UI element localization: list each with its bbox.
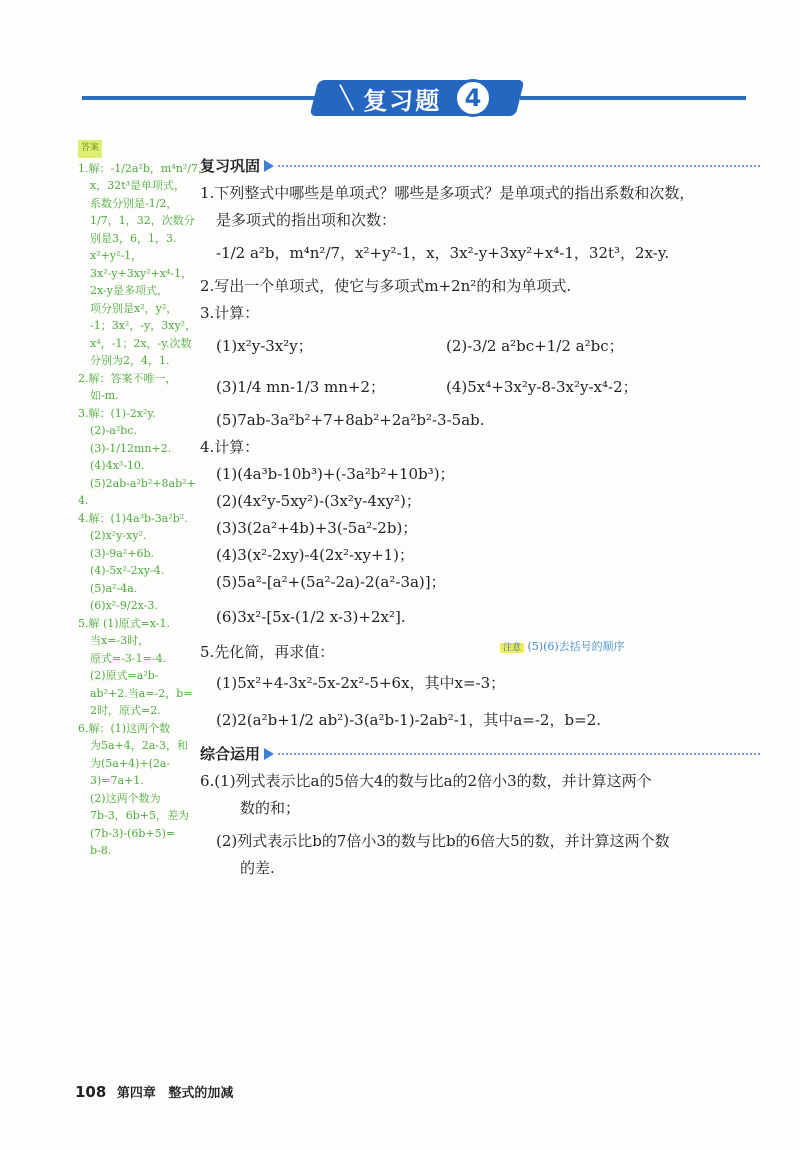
- answer-line: 5.解 (1)原式=x-1.: [78, 616, 171, 630]
- answer-line: (2)这两个数为: [90, 791, 161, 805]
- answer-line: 系数分别是-1/2，: [90, 196, 178, 210]
- sub-question: (6)3x²-[5x-(1/2 x-3)+2x²].: [216, 608, 406, 626]
- sub-question: (1)(4a³b-10b³)+(-3a²b²+10b³)；: [216, 465, 455, 483]
- note-text: (5)(6)去括号的顺序: [527, 640, 625, 653]
- page-title: 复习题: [363, 86, 442, 115]
- answer-line: (4)-5x²-2xy-4.: [90, 564, 165, 577]
- margin-note: [500, 638, 625, 654]
- question-text: 的差.: [240, 859, 275, 877]
- section-title: 复习巩固: [200, 156, 261, 175]
- answer-line: (5)a²-4a.: [90, 581, 138, 595]
- answer-lines: [78, 160, 209, 860]
- answer-line: x⁴，-1；2x，-y.次数: [90, 336, 192, 350]
- answer-line: 为(5a+4)+(2a-: [90, 756, 171, 770]
- answer-line: 3x²-y+3xy²+x⁴-1，: [90, 266, 193, 280]
- answer-line: 原式=-3-1=-4.: [90, 651, 167, 665]
- exercise-content: [200, 150, 760, 882]
- answer-line: 项分别是x²，y²，: [90, 301, 178, 315]
- answer-line: 为5a+4，2a-3，和: [90, 739, 189, 752]
- sub-question: (2)2(a²b+1/2 ab²)-3(a²b-1)-2ab²-1，其中a=-2，b=2.: [216, 711, 601, 729]
- question-text: (2)列式表示比b的7倍小3的数与比b的6倍大5的数，并计算这两个数: [216, 832, 670, 850]
- question-text: 1.下列整式中哪些是单项式？哪些是多项式？是单项式的指出系数和次数，: [200, 184, 695, 202]
- answer-line: (7b-3)-(6b+5)=: [90, 826, 176, 840]
- question-label: 4.计算：: [200, 438, 260, 456]
- expression-list: -1/2 a²b，m⁴n²/7，x²+y²-1，x，3x²-y+3xy²+x⁴-1，32t³，2x-y.: [216, 244, 670, 262]
- answer-line: 6.解：(1)这两个数: [78, 721, 171, 735]
- header-rule-right: [520, 96, 746, 100]
- answer-line: -1；3x²，-y，3xy²，: [90, 319, 197, 332]
- triangle-arrow-icon: [264, 160, 274, 172]
- answer-margin: [78, 138, 209, 860]
- answer-line: 2时，原式=2.: [90, 704, 161, 717]
- answer-line: (6)x²-9/2x-3.: [90, 599, 158, 612]
- sub-question: (2)(4x²y-5xy²)-(3x²y-4xy²)；: [216, 492, 421, 510]
- answer-line: 2x-y是多项式，: [90, 284, 168, 297]
- answer-line: 3)=7a+1.: [90, 774, 144, 787]
- answer-line: ab²+2.当a=-2，b=: [90, 686, 193, 700]
- chapter-number-badge: 4: [454, 79, 492, 117]
- answer-line: 2.解：答案不唯一，: [78, 371, 177, 385]
- question-text: 6.(1)列式表示比a的5倍大4的数与比a的2倍小3的数，并计算这两个: [200, 772, 652, 790]
- sub-question: (5)7ab-3a²b²+7+8ab²+2a²b²-3-5ab.: [216, 411, 485, 429]
- chapter-title: 整式的加减: [168, 1086, 234, 1101]
- question-3: [200, 300, 760, 434]
- answer-line: (5)2ab-a²b²+8ab²+: [90, 476, 196, 490]
- question-label: 5.先化简，再求值：: [200, 643, 335, 661]
- dotted-divider: [278, 165, 760, 167]
- triangle-arrow-icon: [264, 748, 274, 760]
- sub-question: (4)3(x²-2xy)-4(2x²-xy+1)；: [216, 546, 414, 564]
- sub-question: (5)5a²-[a²+(5a²-2a)-2(a²-3a)]；: [216, 573, 446, 591]
- answer-line: 如-m.: [90, 389, 119, 402]
- answer-line: x²+y²-1，: [90, 249, 143, 262]
- answer-line: b-8.: [90, 844, 112, 857]
- chapter-label: 第四章: [116, 1086, 156, 1101]
- answer-line: (3)-9a²+6b.: [90, 546, 155, 560]
- answer-tag: 答案: [78, 140, 102, 158]
- answer-line: 分别为2，4，1.: [90, 354, 170, 367]
- sub-question: (2)-3/2 a²bc+1/2 a²bc；: [446, 337, 624, 355]
- answer-line: 1.解：-1/2a²b，m⁴n²/7，: [78, 161, 209, 175]
- sub-question: (1)x²y-3x²y；: [216, 337, 313, 355]
- answer-line: x，32t³是单项式，: [90, 179, 186, 192]
- question-label: 3.计算：: [200, 304, 260, 322]
- page-number: 108: [75, 1083, 107, 1101]
- answer-line: 3.解：(1)-2x²y.: [78, 406, 156, 420]
- section-heading-apply: [200, 740, 760, 768]
- answer-line: (3)-1/12mn+2.: [90, 441, 172, 455]
- answer-line: 4.解：(1)4a³b-3a²b².: [78, 511, 188, 525]
- answer-line: 4.: [78, 494, 89, 507]
- sub-question: (3)3(2a²+4b)+3(-5a²-2b)；: [216, 519, 418, 537]
- header-rule-left: [82, 96, 322, 100]
- question-4: [200, 434, 760, 631]
- sub-question: (3)1/4 mn-1/3 mn+2；: [216, 378, 386, 396]
- answer-line: 1/7，1，32，次数分: [90, 214, 195, 227]
- section-heading-review: [200, 152, 760, 180]
- answer-line: (2)原式=a²b-: [90, 669, 159, 682]
- question-2: 2.写出一个单项式，使它与多项式m+2n²的和为单项式.: [200, 277, 572, 295]
- page-footer: [75, 1082, 233, 1101]
- dotted-divider: [278, 753, 760, 755]
- answer-line: 别是3，6，1，3.: [90, 231, 177, 245]
- question-6: [200, 768, 760, 882]
- slash-icon: ╲: [340, 85, 354, 111]
- question-text: 是多项式的指出项和次数：: [216, 211, 397, 229]
- answer-line: (4)4x³-10.: [90, 459, 145, 472]
- note-tag: 注意: [500, 643, 524, 653]
- answer-line: 当x=-3时，: [90, 634, 150, 647]
- answer-line: (2)x²y-xy².: [90, 529, 147, 542]
- question-5: [200, 639, 760, 734]
- sub-question: (1)5x²+4-3x²-5x-2x²-5+6x，其中x=-3；: [216, 674, 506, 692]
- answer-line: (2)-a²bc.: [90, 424, 137, 437]
- question-1: [200, 180, 760, 267]
- sub-question: (4)5x⁴+3x²y-8-3x²y-x⁴-2；: [446, 378, 638, 396]
- answer-line: 7b-3，6b+5，差为: [90, 809, 190, 822]
- question-text: 数的和；: [240, 799, 301, 817]
- section-title: 综合运用: [200, 744, 261, 763]
